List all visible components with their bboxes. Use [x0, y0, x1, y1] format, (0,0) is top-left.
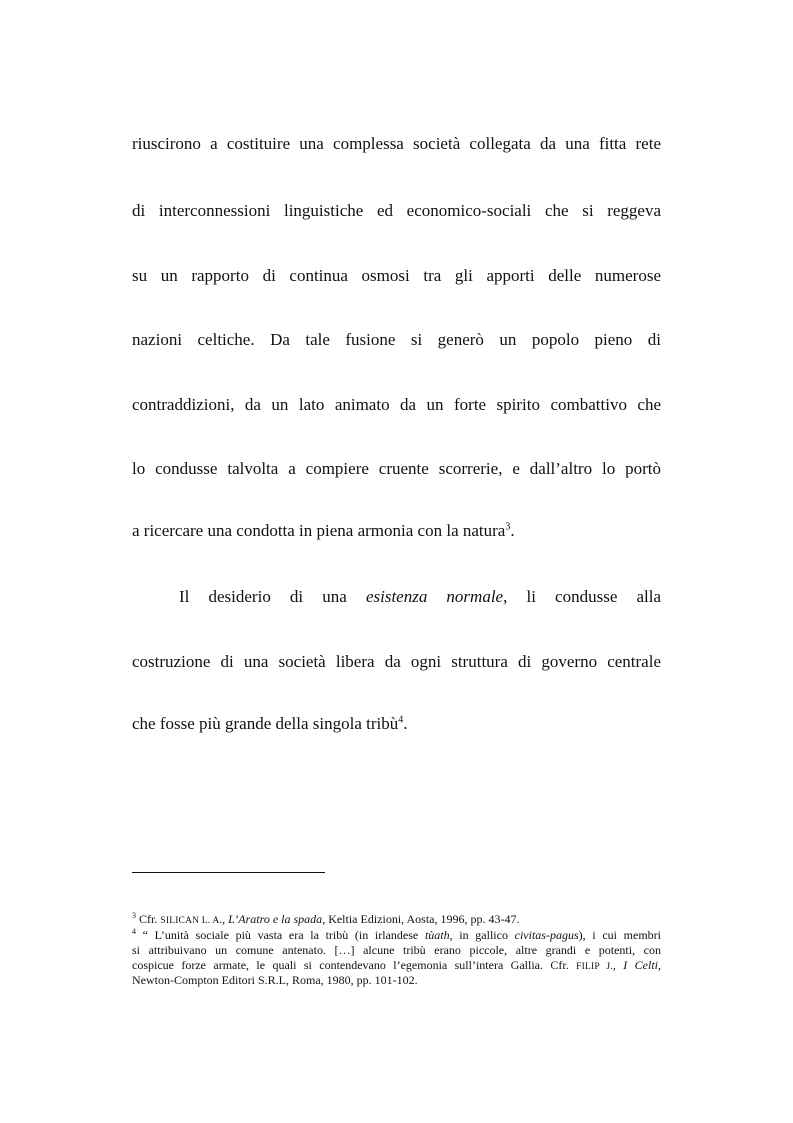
footnote-number: 4 — [132, 927, 136, 936]
body-text: , li condusse alla — [503, 587, 662, 606]
footnote-author: FILIP J. — [576, 962, 613, 972]
body-line-2: di interconnessioni linguistiche ed economico-sociali che si reggeva — [132, 201, 661, 220]
footnote-title: L’Aratro e la spada — [228, 912, 323, 926]
body-text: . — [510, 521, 515, 540]
footnote-number: 3 — [132, 911, 136, 920]
footnote-emphasis: civitas-pagus — [514, 928, 579, 942]
body-text: a ricercare una condotta in piena armonia con la natura — [132, 521, 506, 540]
footnote-text: , in gallico — [449, 928, 515, 942]
footnote-3 — [132, 913, 661, 929]
footnote-4-line-4: Newton-Compton Editori S.R.L, Roma, 1980, pp. 101-102. — [132, 973, 418, 987]
footnote-text: ), i cui membri — [578, 928, 661, 942]
body-text: . — [403, 714, 408, 733]
footnote-title: I Celti — [623, 958, 658, 972]
footnote-text: Cfr. — [136, 912, 161, 926]
body-line-9: costruzione di una società libera da ogni struttura di governo centrale — [132, 652, 661, 671]
footnote-ref-3: 3 — [505, 521, 511, 533]
body-line-10 — [132, 713, 661, 735]
footnote-text: , — [658, 958, 661, 972]
body-line-4: nazioni celtiche. Da tale fusione si generò un popolo pieno di — [132, 330, 661, 349]
footnote-text: , Keltia Edizioni, Aosta, 1996, pp. 43-47. — [322, 912, 520, 926]
footnote-text: cospicue forze armate, le quali si contendevano l’egemonia sull’intera Gallia. Cfr. — [132, 958, 577, 972]
emphasis-text: esistenza normale — [365, 587, 504, 606]
footnote-4-line-2: si attribuivano un comune antenato. […] alcune tribù erano piccole, altre grandi e potenti, con — [132, 943, 661, 957]
body-line-8 — [179, 586, 661, 608]
footnote-ref-4: 4 — [398, 714, 404, 726]
body-line-1: riuscirono a costituire una complessa società collegata da una fitta rete — [132, 134, 661, 153]
footnote-text: , — [612, 958, 624, 972]
body-line-3: su un rapporto di continua osmosi tra gli apporti delle numerose — [132, 266, 661, 285]
body-text: che fosse più grande della singola tribù — [132, 714, 399, 733]
footnote-emphasis: tùath — [424, 928, 450, 942]
footnote-divider — [132, 872, 325, 873]
body-line-5: contraddizioni, da un lato animato da un forte spirito combattivo che — [132, 395, 661, 414]
footnote-text: , — [222, 912, 229, 926]
body-line-6: lo condusse talvolta a compiere cruente scorrerie, e dall’altro lo portò — [132, 459, 661, 478]
body-text: Il desiderio di una — [179, 587, 366, 606]
footnote-4-line-1 — [132, 929, 661, 943]
footnote-author: SILICAN L. A. — [160, 916, 223, 926]
footnote-text: “ L’unità sociale più vasta era la tribù (in irlandese — [136, 928, 425, 942]
body-line-7 — [132, 520, 661, 542]
